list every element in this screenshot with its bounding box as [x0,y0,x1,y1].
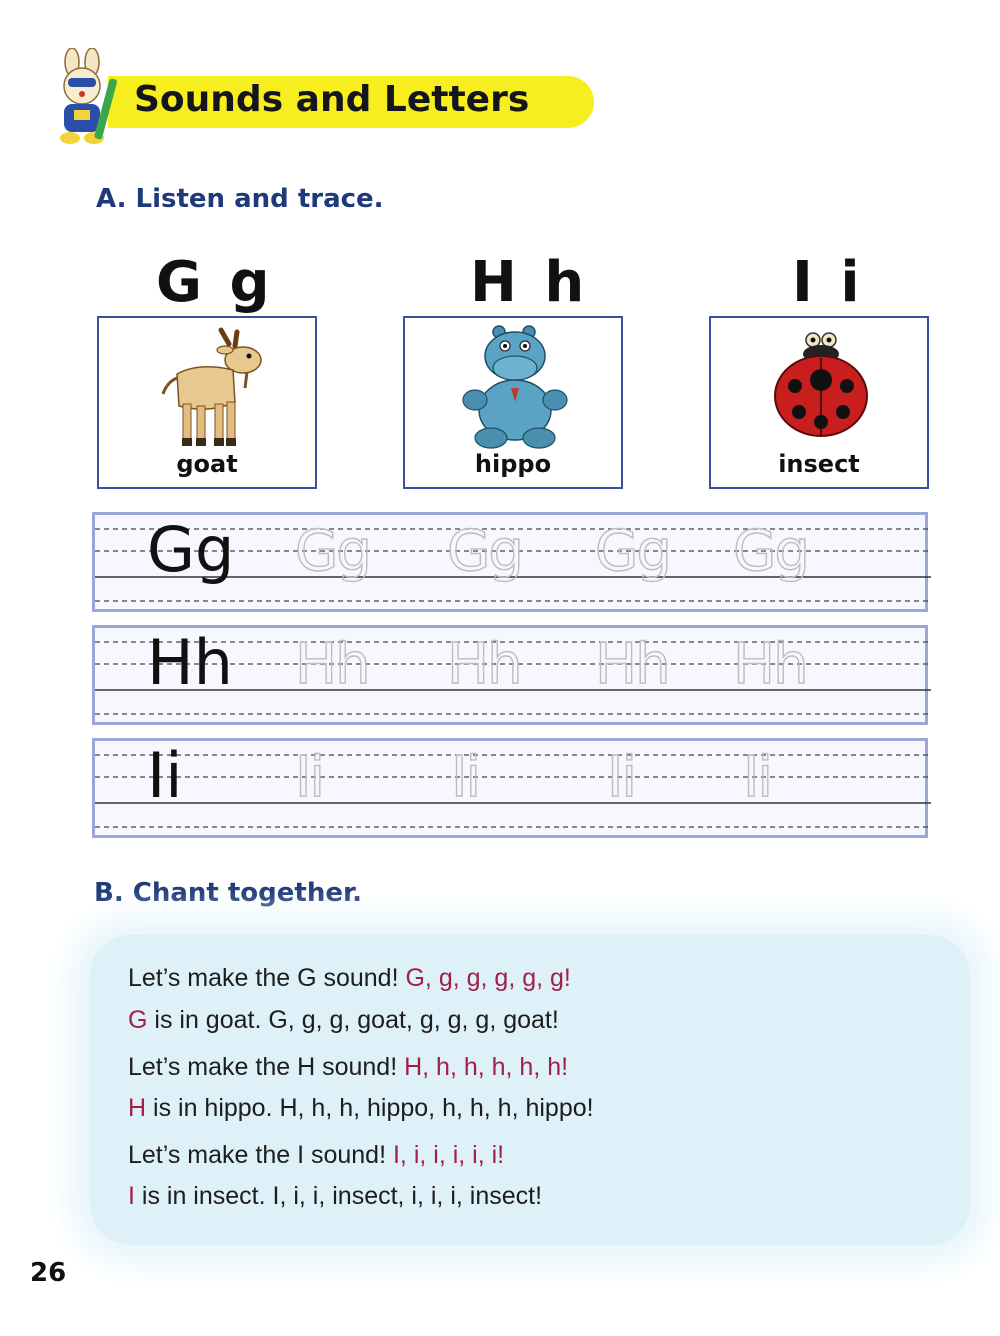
letter-pair-h: H h [470,250,589,315]
page-title: Sounds and Letters [134,79,530,120]
trace-row-i[interactable] [92,738,928,838]
trace-row-h[interactable] [92,625,928,725]
trace-ghost-i-3[interactable]: Ii [607,745,636,810]
page-number: 26 [30,1258,67,1288]
chant-line: Let’s make the G sound! G, g, g, g, g, g! [128,964,571,992]
hippo-picture [455,322,575,452]
hippo-word: hippo [474,450,552,478]
section-b-title: B. Chant together. [94,878,362,908]
chant-line: Let’s make the I sound! I, i, i, i, i, i! [128,1141,505,1169]
rabbit-mascot-icon [34,48,134,148]
chant-line: G is in goat. G, g, g, goat, g, g, g, goat! [128,1006,559,1034]
trace-ghost-g-3[interactable]: Gg [595,519,670,584]
goat-word: goat [176,450,238,478]
insect-word: insect [778,450,860,478]
trace-ghost-i-1[interactable]: Ii [295,745,324,810]
ladybug-picture [761,326,881,446]
trace-ghost-g-4[interactable]: Gg [733,519,808,584]
trace-model-h: Hh [147,626,233,699]
letter-pair-g: G g [156,250,274,315]
trace-ghost-h-1[interactable]: Hh [295,632,369,697]
chant-line: I is in insect. I, i, i, insect, i, i, i, insect! [128,1182,543,1210]
trace-ghost-i-2[interactable]: Ii [451,745,480,810]
trace-ghost-h-2[interactable]: Hh [447,632,521,697]
goat-picture [149,322,269,452]
trace-ghost-h-3[interactable]: Hh [595,632,669,697]
trace-row-g[interactable] [92,512,928,612]
chant-line: H is in hippo. H, h, h, hippo, h, h, h, hippo! [128,1094,594,1122]
trace-ghost-g-2[interactable]: Gg [447,519,522,584]
goat-card [97,316,317,489]
trace-ghost-i-4[interactable]: Ii [743,745,772,810]
letter-pair-i: I i [792,250,864,315]
trace-model-i: Ii [147,739,183,812]
trace-model-g: Gg [147,513,235,586]
chant-line: Let’s make the H sound! H, h, h, h, h, h! [128,1053,569,1081]
trace-ghost-h-4[interactable]: Hh [733,632,807,697]
trace-ghost-g-1[interactable]: Gg [295,519,370,584]
trace-lines [95,741,931,841]
section-a-title: A. Listen and trace. [96,184,384,214]
hippo-card [403,316,623,489]
insect-card [709,316,929,489]
